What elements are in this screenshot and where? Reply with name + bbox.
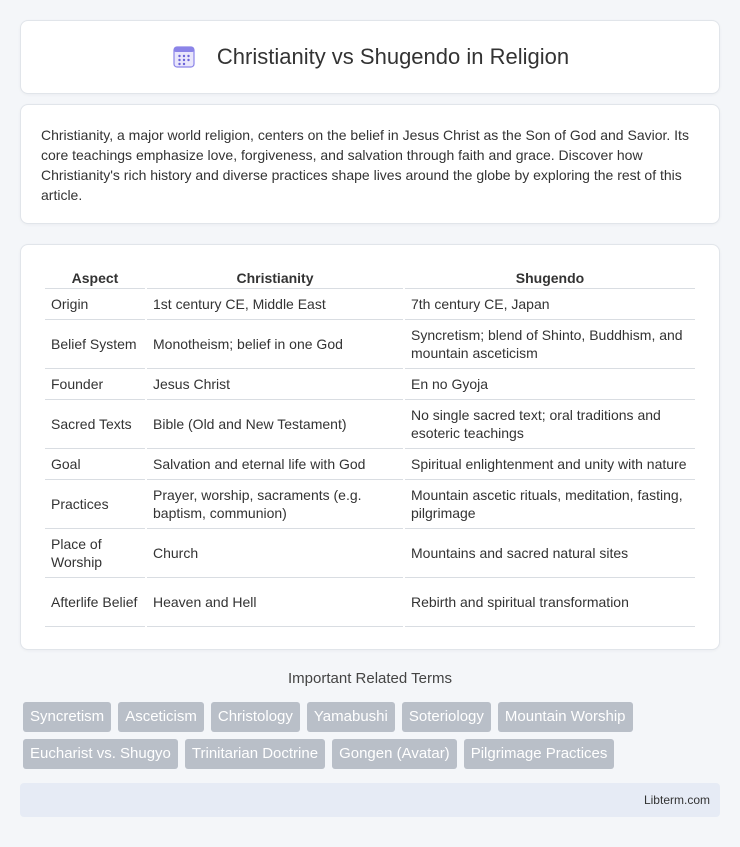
tag-pilgrimage-practices[interactable]: Pilgrimage Practices [464,739,615,769]
table-row [45,320,695,369]
cell-shugendo: Spiritual enlightenment and unity with nature [405,449,695,480]
footer [20,783,720,817]
cell-shugendo: No single sacred text; oral traditions and esoteric teachings [405,400,695,449]
tag-soteriology[interactable]: Soteriology [402,702,491,732]
comparison-table [43,265,697,627]
cell-aspect: Sacred Texts [45,400,145,449]
tag-eucharist-vs-shugyo[interactable]: Eucharist vs. Shugyo [23,739,178,769]
page-title: Christianity vs Shugendo in Religion [216,44,570,69]
header-aspect: Aspect [45,265,145,289]
cell-christianity: Jesus Christ [147,369,403,400]
cell-aspect: Afterlife Belief [45,578,145,627]
header-christianity: Christianity [147,265,403,289]
cell-christianity: Monotheism; belief in one God [147,320,403,369]
cell-aspect: Goal [45,449,145,480]
footer-link[interactable]: Libterm.com [643,793,710,807]
header-card [20,20,720,94]
table-row [45,400,695,449]
related-terms-tags [23,702,723,776]
tag-asceticism[interactable]: Asceticism [118,702,204,732]
table-row [45,289,695,320]
table-row [45,480,695,529]
header-shugendo: Shugendo [405,265,695,289]
tag-trinitarian-doctrine[interactable]: Trinitarian Doctrine [185,739,325,769]
intro-text: Christianity, a major world religion, centers on the belief in Jesus Christ as the Son of God and Savior. Its core teachings emphasize love, forgiveness, and salvation through faith and grace. Discover how Christianity's rich history and diverse practices shape lives around the globe by exploring the rest of this article. [41,127,689,203]
cell-christianity: Heaven and Hell [147,578,403,627]
tag-yamabushi[interactable]: Yamabushi [307,702,395,732]
cell-christianity: Bible (Old and New Testament) [147,400,403,449]
cell-shugendo: 7th century CE, Japan [405,289,695,320]
cell-aspect: Origin [45,289,145,320]
table-row [45,578,695,627]
table-row [45,449,695,480]
cell-shugendo: En no Gyoja [405,369,695,400]
table-header-row [45,265,695,289]
cell-shugendo: Mountain ascetic rituals, meditation, fasting, pilgrimage [405,480,695,529]
cell-christianity: Salvation and eternal life with God [147,449,403,480]
tag-christology[interactable]: Christology [211,702,300,732]
tag-mountain-worship[interactable]: Mountain Worship [498,702,633,732]
cell-christianity: 1st century CE, Middle East [147,289,403,320]
cell-christianity: Church [147,529,403,578]
cell-shugendo: Syncretism; blend of Shinto, Buddhism, and mountain asceticism [405,320,695,369]
related-terms-title: Important Related Terms [288,670,452,687]
intro-card [20,104,720,224]
table-row [45,529,695,578]
tag-gongen-avatar[interactable]: Gongen (Avatar) [332,739,457,769]
tag-syncretism[interactable]: Syncretism [23,702,111,732]
cell-aspect: Founder [45,369,145,400]
comparison-card [20,244,720,650]
cell-shugendo: Rebirth and spiritual transformation [405,578,695,627]
calendar-icon [171,44,197,70]
cell-aspect: Belief System [45,320,145,369]
cell-christianity: Prayer, worship, sacraments (e.g. baptism, communion) [147,480,403,529]
cell-shugendo: Mountains and sacred natural sites [405,529,695,578]
table-row [45,369,695,400]
cell-aspect: Place of Worship [45,529,145,578]
cell-aspect: Practices [45,480,145,529]
